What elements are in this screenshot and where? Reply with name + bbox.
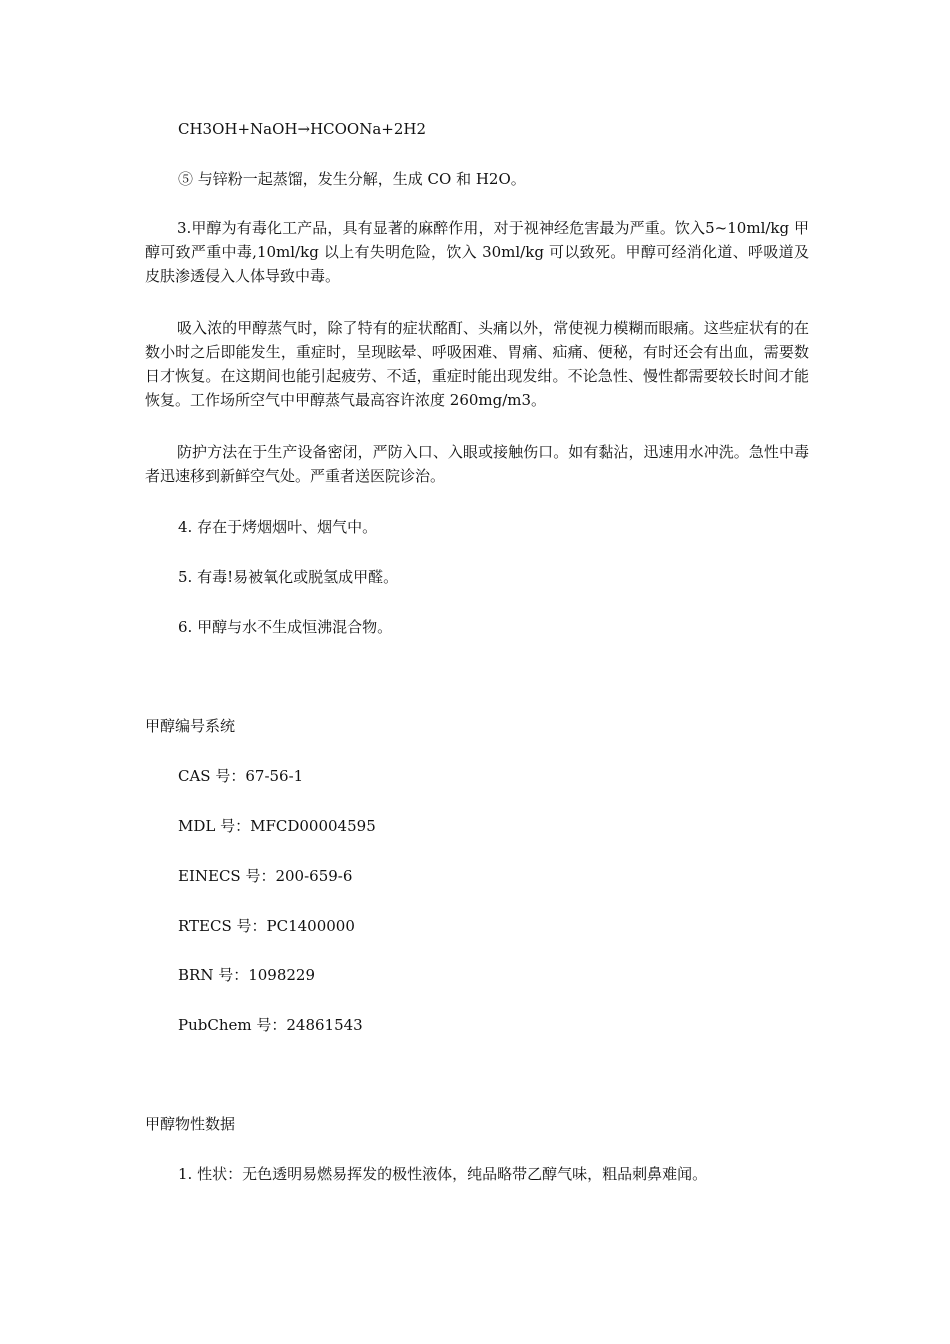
property-item-1: 1. 性状：无色透明易燃易挥发的极性液体，纯品略带乙醇气味，粗品刺鼻难闻。 (178, 1165, 708, 1183)
einecs-number: EINECS 号：200-659-6 (178, 867, 353, 885)
rtecs-number: RTECS 号：PC1400000 (178, 917, 355, 935)
inhalation-paragraph: 吸入浓的甲醇蒸气时，除了特有的症状酩酊、头痛以外，常使视力模糊而眼痛。这些症状有的在数小时之后即能发生，重症时，呈现眩晕、呼吸困难、胃痛、疝痛、便秘，有时还会有出血，需要数日才恢复。在这期间也能引起疲劳、不适，重症时能出现发绀。不论急性、慢性都需要较长时间才能恢复。工作场所空气中甲醇蒸气最高容许浓度 260mg/m3。 (145, 319, 809, 409)
mdl-number: MDL 号：MFCD00004595 (178, 817, 376, 835)
list-item-6: 6. 甲醇与水不生成恒沸混合物。 (178, 618, 393, 636)
section-heading-properties: 甲醇物性数据 (145, 1115, 236, 1133)
section-heading-numbering: 甲醇编号系统 (145, 717, 236, 735)
cas-number: CAS 号：67-56-1 (178, 767, 304, 785)
protection-paragraph: 防护方法在于生产设备密闭，严防入口、入眼或接触伤口。如有黏沾，迅速用水冲洗。急性中毒者迅速移到新鲜空气处。严重者送医院诊治。 (145, 443, 809, 485)
toxicity-paragraph: 3.甲醇为有毒化工产品，具有显著的麻醉作用，对于视神经危害最为严重。饮入5~10ml/kg 甲醇可致严重中毒,10ml/kg 以上有失明危险，饮入 30ml/kg 可以致死。甲醇可经消化道、呼吸道及皮肤渗透侵入人体导致中毒。 (145, 219, 809, 285)
list-item-4: 4. 存在于烤烟烟叶、烟气中。 (178, 518, 378, 536)
reaction-equation: CH3OH+NaOH→HCOONa+2H2 (178, 120, 427, 138)
zinc-distillation-item: ⑤ 与锌粉一起蒸馏，发生分解，生成 CO 和 H2O。 (178, 170, 526, 188)
pubchem-number: PubChem 号：24861543 (178, 1016, 363, 1034)
brn-number: BRN 号：1098229 (178, 966, 316, 984)
list-item-5: 5. 有毒!易被氧化或脱氢成甲醛。 (178, 568, 399, 586)
